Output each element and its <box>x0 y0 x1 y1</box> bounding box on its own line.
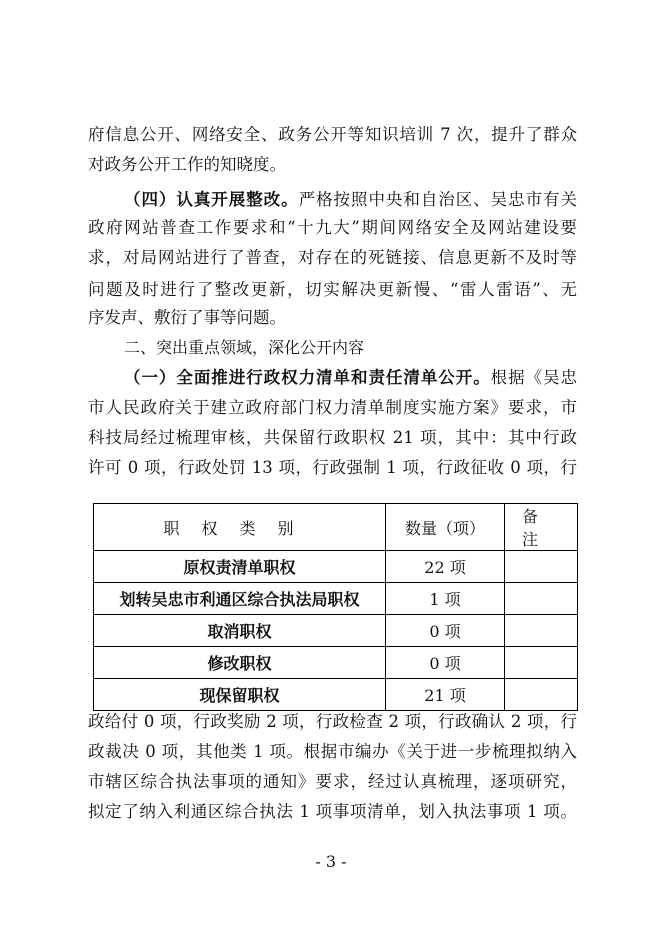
text-line: 序发声、敷衍了事等问题。 <box>88 308 286 327</box>
text-line: 拟定了纳入利通区综合执法 1 项事项清单，划入执法事项 1 项。 <box>88 802 577 821</box>
cell-note <box>505 583 578 615</box>
cell-count: 21 项 <box>386 679 505 711</box>
cell-category: 现保留职权 <box>94 679 386 711</box>
text-line: 问题及时进行了整改更新，切实解决更新慢、“雷人雷语”、无 <box>88 280 577 299</box>
cell-category: 原权责清单职权 <box>94 551 386 583</box>
table-row <box>94 551 578 583</box>
table-row <box>94 679 578 711</box>
text-line: 许可 0 项，行政处罚 13 项，行政强制 1 项，行政征收 0 项，行 <box>88 458 577 477</box>
cell-note <box>505 647 578 679</box>
cell-category: 取消职权 <box>94 615 386 647</box>
paragraph-heading: （四）认真开展整改。 <box>124 190 299 209</box>
text-line: 科技局经过梳理审核，共保留行政职权 21 项，其中：其中行政 <box>88 428 577 447</box>
text-line: 市人民政府关于建立政府部门权力清单制度实施方案》要求，市 <box>88 398 577 417</box>
text-line: 对政务公开工作的知晓度。 <box>88 155 286 174</box>
header-note: 备注 <box>505 504 578 551</box>
cell-category: 修改职权 <box>94 647 386 679</box>
text-span: 严格按照中央和自治区、吴忠市有关 <box>298 190 578 209</box>
cell-count: 0 项 <box>386 615 505 647</box>
text-line: 政裁决 0 项，其他类 1 项。根据市编办《关于进一步梳理拟纳入 <box>88 742 577 761</box>
page-number: - 3 - <box>315 852 347 871</box>
table-row <box>94 647 578 679</box>
header-category: 职权类别 <box>94 504 386 551</box>
table-header-row <box>94 504 578 551</box>
cell-note <box>505 615 578 647</box>
text-line: 市辖区综合执法事项的通知》要求，经过认真梳理，逐项研究， <box>88 772 577 791</box>
cell-note <box>505 679 578 711</box>
cell-note <box>505 551 578 583</box>
cell-count: 22 项 <box>386 551 505 583</box>
powers-table <box>93 503 578 711</box>
text-line <box>124 363 577 393</box>
text-line: 政府网站普查工作要求和“十九大”期间网络安全及网站建设要 <box>88 218 577 237</box>
text-line <box>124 185 577 215</box>
text-line: 政给付 0 项，行政奖励 2 项，行政检查 2 项，行政确认 2 项，行 <box>88 712 577 731</box>
header-count: 数量（项） <box>386 504 505 551</box>
table-row <box>94 615 578 647</box>
cell-category: 划转吴忠市利通区综合执法局职权 <box>94 583 386 615</box>
cell-count: 1 项 <box>386 583 505 615</box>
cell-count: 0 项 <box>386 647 505 679</box>
section-heading: 二、突出重点领域，深化公开内容 <box>124 338 365 357</box>
text-line: 府信息公开、网络安全、政务公开等知识培训 7 次，提升了群众 <box>88 125 577 144</box>
text-line: 求，对局网站进行了普查，对存在的死链接、信息更新不及时等 <box>88 248 577 267</box>
table-row <box>94 583 578 615</box>
paragraph-heading: （一）全面推进行政权力清单和责任清单公开。 <box>124 368 491 387</box>
text-span: 根据《吴忠 <box>490 368 578 387</box>
